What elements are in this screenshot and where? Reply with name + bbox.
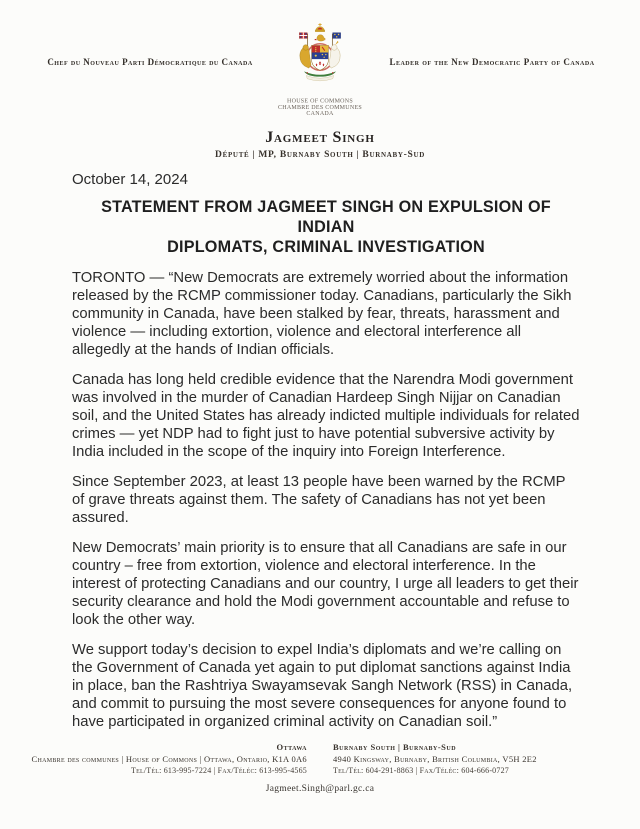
mp-role-line: Député | MP, Burnaby South | Burnaby-Sud — [215, 150, 425, 160]
ottawa-office-phones: Tel/Tél: 613-995-7224 | Fax/Téléc: 613-995-4565 — [131, 766, 307, 775]
contact-footer — [0, 741, 640, 794]
burnaby-office-heading: Burnaby South | Burnaby-Sud — [333, 742, 457, 752]
statement-title-line1: STATEMENT FROM JAGMEET SINGH ON EXPULSION OF INDIAN — [101, 198, 551, 236]
paragraph-credible-evidence: Canada has long held credible evidence that the Narendra Modi government was involved in the murder of Canadian Hardeep Singh Nijjar on Canadian soil, and the United States has already indicted multiple individuals for related crimes — yet NDP had to fight just to have potential subversive activity by India included in the scope of the inquiry into Foreign Interference. — [72, 372, 580, 460]
statement-title — [72, 197, 580, 257]
statement-body — [72, 170, 580, 743]
contact-email: Jagmeet.Singh@parl.gc.ca — [265, 784, 375, 794]
canada-coat-of-arms-icon — [288, 22, 352, 92]
letterhead-crest — [0, 22, 640, 121]
mp-name-block — [0, 129, 640, 160]
ottawa-office-heading: Ottawa — [276, 742, 307, 752]
statement-title-line2: DIPLOMATS, CRIMINAL INVESTIGATION — [167, 238, 485, 256]
paragraph-toronto-lead: TORONTO — “New Democrats are extremely worried about the information released by the RCMP commissioner today. Canadians, particularly the Sikh community in Canada, have been stalked by fear, threats, harassment and violence — including extortion, violence and electoral interference all allegedly at the hands of Indian officials. — [72, 270, 572, 358]
burnaby-office-phones: Tel/Tél: 604-291-8863 | Fax/Téléc: 604-666-0727 — [333, 766, 509, 775]
mp-name: Jagmeet Singh — [265, 129, 375, 146]
crest-caption-line1: HOUSE OF COMMONS — [286, 97, 354, 105]
crest-caption — [45, 98, 595, 117]
paragraph-ndp-priority: New Democrats’ main priority is to ensure that all Canadians are safe in our country – free from extortion, violence and electoral interference. In the interest of protecting Canadians and our country, I urge all leaders to get their security clearance and hold the Modi government accountable and refuse to look the other way. — [72, 540, 579, 628]
letterhead-title-french: Chef du Nouveau Parti Démocratique du Canada — [47, 57, 253, 67]
ottawa-office-block — [26, 741, 307, 776]
crest-caption-line3: CANADA — [306, 110, 334, 117]
document-date: October 14, 2024 — [72, 171, 188, 188]
burnaby-office-block — [333, 741, 614, 776]
paragraph-support-decision: We support today’s decision to expel India’s diplomats and we’re calling on the Government of Canada yet again to put diplomat sanctions against India in place, ban the Rashtriya Swayamsevak Sangh Network (RSS) in Canada, and commit to pursuing the most severe consequences for anyone found to have participated in organized criminal activity on Canadian soil.” — [72, 642, 573, 730]
paragraph-rcmp-warnings: Since September 2023, at least 13 people have been warned by the RCMP of grave threats against them. The safety of Canadians has not yet been assured. — [72, 474, 566, 526]
crest-caption-line2: CHAMBRE DES COMMUNES — [277, 103, 363, 111]
ottawa-office-address: Chambre des communes | House of Commons | Ottawa, Ontario, K1A 0A6 — [31, 754, 307, 764]
burnaby-office-address: 4940 Kingsway, Burnaby, British Columbia, V5H 2E2 — [333, 754, 537, 764]
letterhead-title-english: Leader of the New Democratic Party of Canada — [389, 57, 595, 67]
